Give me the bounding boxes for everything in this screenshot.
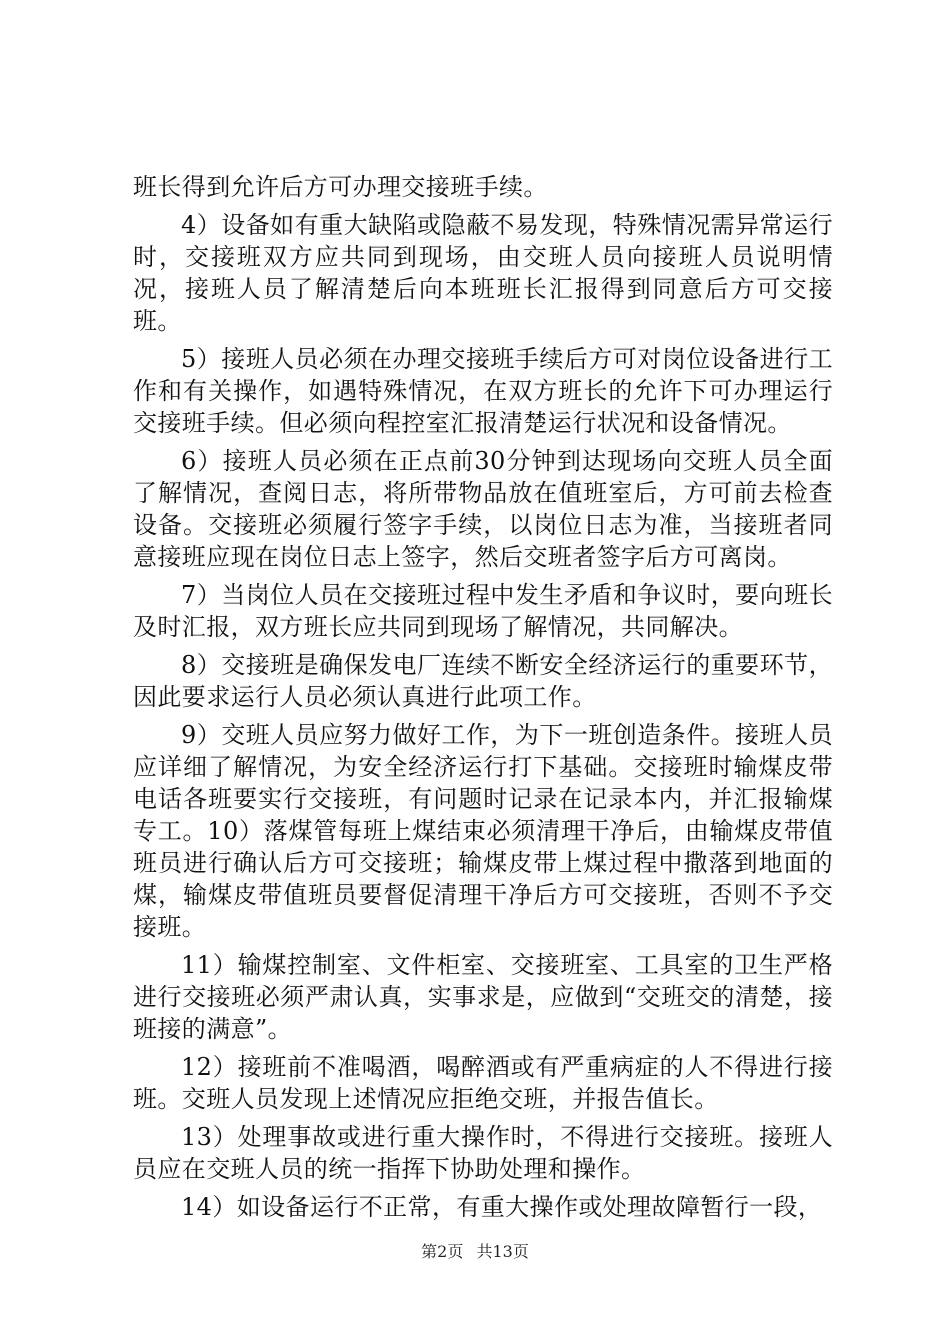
- paragraph-item-12: 12）接班前不准喝酒，喝醉酒或有严重病症的人不得进行接班。交班人员发现上述情况应拒绝交班，并报告值长。: [133, 1053, 833, 1113]
- paragraph-item-7: 7）当岗位人员在交接班过程中发生矛盾和争议时，要向班长及时汇报，双方班长应共同到现场了解情况，共同解决。: [133, 581, 833, 641]
- paragraph-item-6: 6）接班人员必须在正点前30分钟到达现场向交班人员全面了解情况，查阅日志，将所带物品放在值班室后，方可前去检查设备。交接班必须履行签字手续，以岗位日志为准，当接班者同意接班应现在岗位日志上签字，然后交班者签字后方可离岗。: [133, 447, 833, 571]
- paragraph-item-4: 4）设备如有重大缺陷或隐蔽不易发现，特殊情况需异常运行时，交接班双方应共同到现场，由交班人员向接班人员说明情况，接班人员了解清楚后向本班班长汇报得到同意后方可交接班。: [133, 211, 833, 335]
- document-body: [133, 171, 833, 1229]
- paragraph-item-5: 5）接班人员必须在办理交接班手续后方可对岗位设备进行工作和有关操作，如遇特殊情况，在双方班长的允许下可办理运行交接班手续。但必须向程控室汇报清楚运行状况和设备情况。: [133, 345, 833, 437]
- paragraph-item-9: 9）交班人员应努力做好工作，为下一班创造条件。接班人员应详细了解情况，为安全经济运行打下基础。交接班时输煤皮带电话各班要实行交接班，有问题时记录在记录本内，并汇报输煤专工。10）落煤管每班上煤结束必须清理干净后，由输煤皮带值班员进行确认后方可交接班；输煤皮带上煤过程中撒落到地面的煤，输煤皮带值班员要督促清理干净后方可交接班，否则不予交接班。: [133, 721, 833, 941]
- paragraph-item-14: 14）如设备运行不正常，有重大操作或处理故障暂行一段，: [181, 1193, 823, 1221]
- page-number: 第2页: [421, 1242, 464, 1261]
- paragraph-item-11: 11）输煤控制室、文件柜室、交接班室、工具室的卫生严格进行交接班必须严肃认真，实事求是，应做到“交班交的清楚，接班接的满意”。: [133, 951, 833, 1043]
- paragraph-item-13: 13）处理事故或进行重大操作时，不得进行交接班。接班人员应在交班人员的统一指挥下协助处理和操作。: [133, 1123, 833, 1183]
- page-total: 共13页: [476, 1242, 529, 1261]
- page-footer: [0, 1242, 950, 1262]
- paragraph-continuation: 班长得到允许后方可办理交接班手续。: [133, 173, 548, 201]
- paragraph-item-8: 8）交接班是确保发电厂连续不断安全经济运行的重要环节，因此要求运行人员必须认真进行此项工作。: [133, 651, 833, 711]
